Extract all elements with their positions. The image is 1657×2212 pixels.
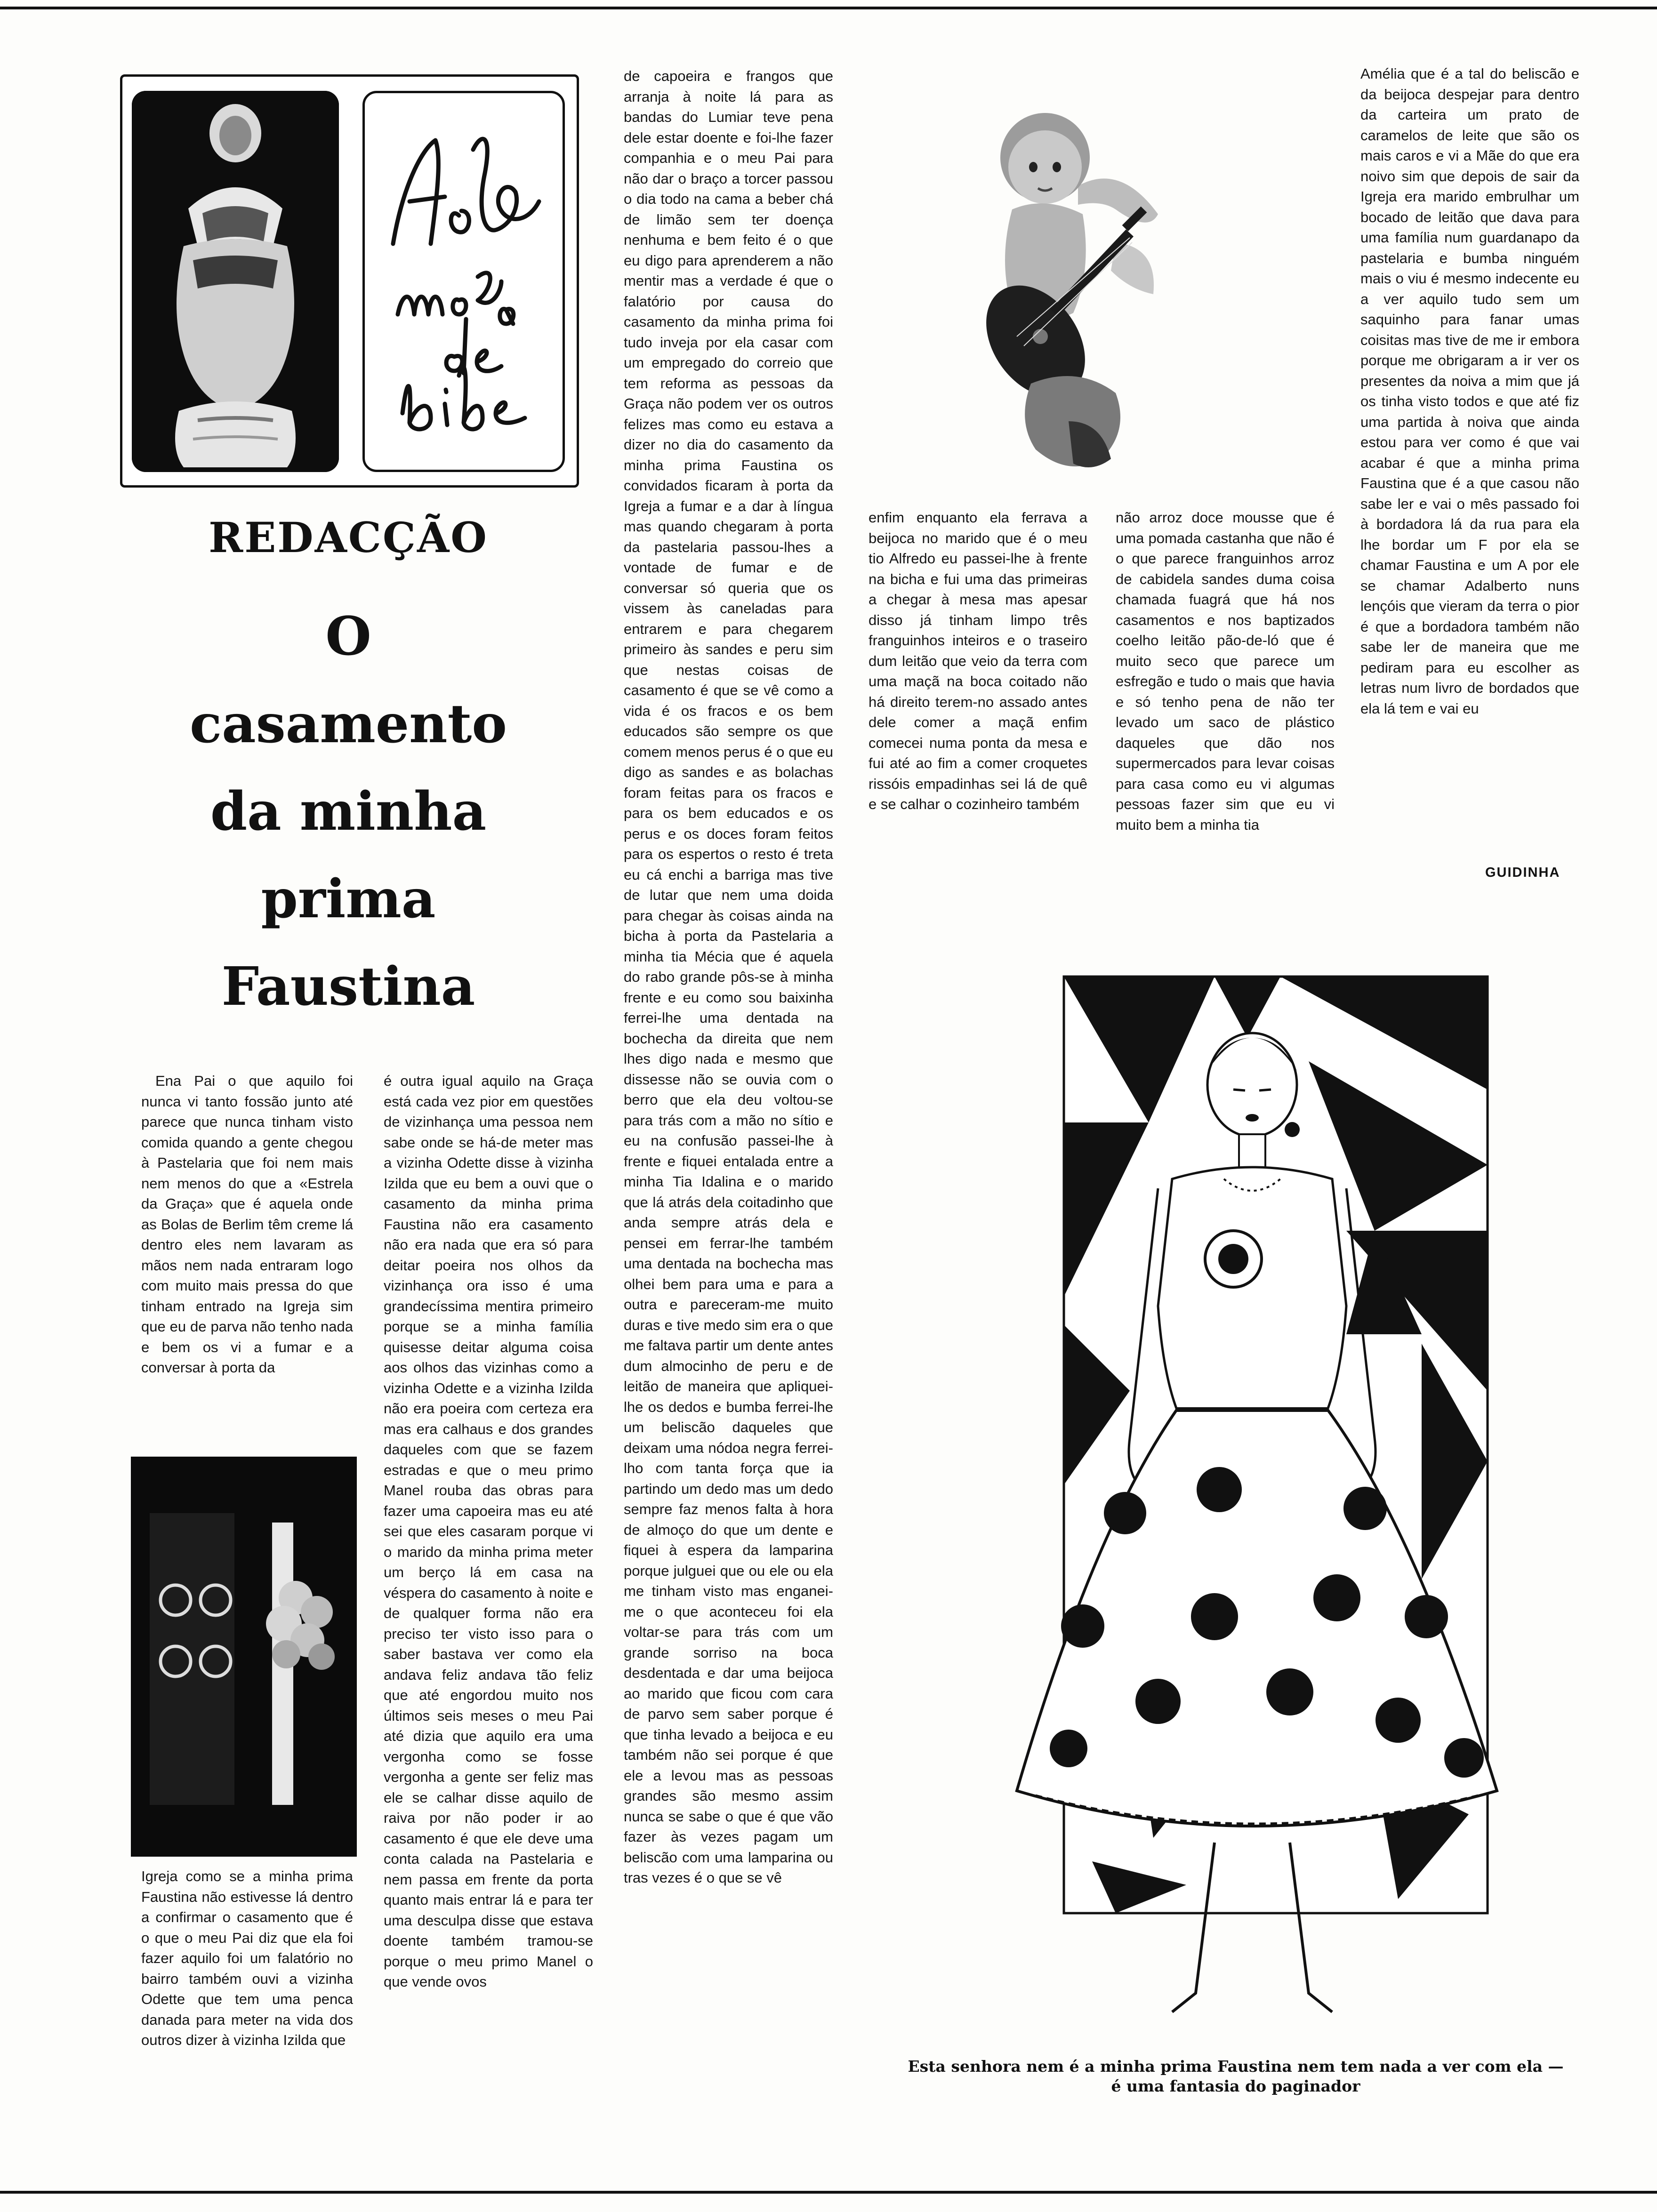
headline-line: da minha [210, 781, 487, 842]
masthead-photo [132, 91, 339, 472]
abstract-circles-image [131, 1457, 357, 1857]
illustration-caption [897, 2057, 1575, 2096]
headline-line: casamento [189, 693, 507, 755]
vintage-portrait-illustration [132, 91, 339, 472]
bottom-rule [0, 2191, 1657, 2194]
abstract-photo [131, 1457, 357, 1857]
cherub-lute-illustration [960, 92, 1163, 480]
body-column-6: Amélia que é a tal do beliscão e da beijoca despejar para dentro da carteira um prato de caramelos de leite que são os mais caros e vi a Mãe do que era noivo sim que depois de sair da Igreja era marido embrulhar um bocado de leitão que dava para uma família num guardanapo da pastelaria e bumba ninguém mais o viu é mesmo indecente eu a ver aquilo tudo sem um saquinho para fanar umas coisitas mas tive de me ir embora porque me obrigaram a ir ver os presentes da noiva a mim que já os tinha visto todos e que até fiz uma partida à noiva que ainda estou para ver como é que vai acabar é que a minha prima Faustina que é a que casou não sabe ler e vai o mês passado foi à bordadora lá da rua para ela lhe bordar um F por ela se chamar Faustina e um A por ele se chamar Adalberto nuns lençóis que vieram da terra o pior é que a bordadora também não sabe ler de maneira que me pediram para eu escolher as letras num livro de bordados que ela lá tem e vai eu [1360, 65, 1579, 717]
section-label: REDACÇÃO [209, 513, 488, 562]
fashion-lady-illustration [951, 967, 1568, 2068]
masthead-script-box [362, 91, 565, 472]
caption-line: Esta senhora nem é a minha prima Faustina nem tem nada a ver com ela — [908, 2057, 1564, 2076]
caption-line: é uma fantasia do paginador [1111, 2077, 1360, 2095]
body-column-1: Ena Pai o que aquilo foi nunca vi tanto fossão junto até parece que nunca tinham visto comida quando a gente chegou à Pastelaria que foi nem mais nem menos do que a «Estrela da Graça» que é aquela onde as Bolas de Berlim têm creme lá dentro eles nem lavaram as mãos nem nada entraram logo com muito mais pressa do que tinham entrado na Igreja sim que eu de parva não tenho nada e bem os vi a fumar e a conversar à porta da [141, 1073, 353, 1376]
body-column-2: é outra igual aquilo na Graça está cada vez pior em questões de vizinhança uma pessoa nem sabe onde se há-de meter mas a vizinha Odette disse à vizinha Izilda que eu bem a ouvi que o casamento da minha prima Faustina não era casamento não era nada que era só para deitar poeira nos olhos da vizinhança ora isso é uma grandecíssima mentira primeiro porque se a minha família quisesse deitar alguma coisa aos olhos das vizinhas como a vizinha Odette e a vizinha Izilda não era poeira com certeza era mas era calhaus e dos grandes daqueles com que se fazem estradas e que o meu primo Manel rouba das obras para fazer uma capoeira mas eu até sei que eles casaram porque vi o marido da minha prima meter um berço lá em casa na véspera do casamento à noite e de qualquer forma não era preciso ter visto isso para o saber bastava ver como ela andava feliz andava tão feliz que até engordou muito nos últimos seis meses o meu Pai até dizia que aquilo era uma vergonha como se fosse vergonha a gente ser feliz mas ele se calhar disse aquilo de raiva por não poder ir ao casamento é que ele deve uma conta calada na Pastelaria e nem passa em frente da porta quanto mais entrar lá e para ter uma desculpa disse que estava doente também tramou-se porque o meu primo Manel o que vende ovos [384, 1073, 593, 1990]
top-rule [0, 7, 1657, 9]
headline-line: O [325, 606, 371, 667]
script-title-lettering [365, 93, 563, 470]
headline-line: prima [261, 868, 436, 930]
author-signature: GUIDINHA [1485, 865, 1560, 880]
body-column-1b: Igreja como se a minha prima Faustina não estivesse lá dentro a confirmar o casamento que é o que o meu Pai diz que ela foi fazer aquilo foi um falatório no bairro também ouvi a vizinha Odette que tem uma penca danada para meter na vida dos outros dizer à vizinha Izilda que [141, 1868, 353, 2048]
headline-line: Faustina [221, 956, 475, 1018]
body-column-4: enfim enquanto ela ferrava a beijoca no marido que é o meu tio Alfredo eu passei-lhe à frente na bicha e fui uma das primeiras a chegar à mesa mas apesar disso já tinham limpo três franguinhos inteiros e o traseiro dum leitão que veio da terra com uma maçã na boca coitado não há direito terem-no assado antes dele comer a maçã enfim comecei numa ponta da mesa e fui até ao fim a comer croquetes rissóis empadinhas sei lá de quê e se calhar o cozinheiro também [869, 509, 1087, 812]
article-headline [122, 593, 574, 1031]
body-column-5: não arroz doce mousse que é uma pomada castanha que não é o que parece franguinhos arroz de cabidela sandes duma coisa chamada fuagrá que há nos casamentos e nos baptizados coelho leitão pão-de-ló que é muito seco que parece um esfregão e tudo o mais que havia e só tenho pena de não ter levado um saco de plástico daqueles que dão nos supermercados para levar coisas para casa como eu vi algumas pessoas fazer sim que eu vi muito bem a minha tia [1116, 509, 1335, 833]
column-masthead [120, 74, 579, 488]
body-column-3: de capoeira e frangos que arranja à noite lá para as bandas do Lumiar teve pena dele estar doente e foi-lhe fazer companhia e o meu Pai para não dar o braço a torcer passou o dia todo na cama a beber chá de limão sem ter doença nenhuma e bem feito é o que eu digo para aprenderem a não mentir mas a verdade é que o falatório por causa do casamento da minha prima foi tudo inveja por ela casar com um empregado do correio que tem reforma as pessoas da Graça não podem ver os outros felizes mas como eu estava a dizer no dia do casamento da minha prima Faustina os convidados ficaram à porta da Igreja a fumar e a dar à língua mas quando chegaram à porta da pastelaria passou-lhes a vontade de fumar e de conversar só queria que os vissem às caneladas para entrarem e para chegarem primeiro às sandes e peru sim que nestas coisas de casamento é que se vê como a vida é os fracos e os bem educados são sempre os que comem menos perus é o que eu digo as sandes e as bolachas foram feitas para os fracos e para os bem educados e os perus e os doces foram feitos para os espertos o resto é treta eu cá enchi a barriga mas tive de lutar que nem uma doida para chegar às coisas ainda na bicha à porta da Pastelaria a minha tia Mécia que é aquela do rabo grande pôs-se à minha frente e eu como sou baixinha ferrei-lhe uma dentada na bochecha da direita que nem lhes digo nada e mesmo que dissesse não se ouvia com o berro que ela deu voltou-se para trás com a mão no sítio e eu na confusão passei-lhe à frente e fiquei entalada entre a minha Tia Idalina e o marido que lá atrás dela coitadinho que anda sempre atrás dela e pensei em ferrar-lhe também uma dentada na bochecha mas olhei bem para uma e para a outra e pareceram-me muito duras e tive medo sim era o que me faltava partir um dente antes dum almocinho de peru e de leitão de maneira que apliquei-lhe os dedos e bumba ferrei-lhe um beliscão daqueles que deixam uma nódoa negra ferrei-lho com tanta força que ia partindo um dedo mas um dedo sempre faz menos falta à hora de almoço do que um dente e fiquei à espera da lamparina porque julguei que ou ele ou ela me tinham visto mas enganei-me o que aconteceu foi ela voltar-se para trás com um grande sorriso na boca desdentada e dar uma beijoca ao marido que ficou com cara de parvo sem saber porque é que tinha levado a beijoca e eu também não sei porque é que ele a levou mas as pessoas grandes são mesmo assim nunca se sabe o que é que vão fazer às vezes pagam um beliscão com uma lamparina ou tras vezes é o que se vê [624, 68, 833, 1886]
